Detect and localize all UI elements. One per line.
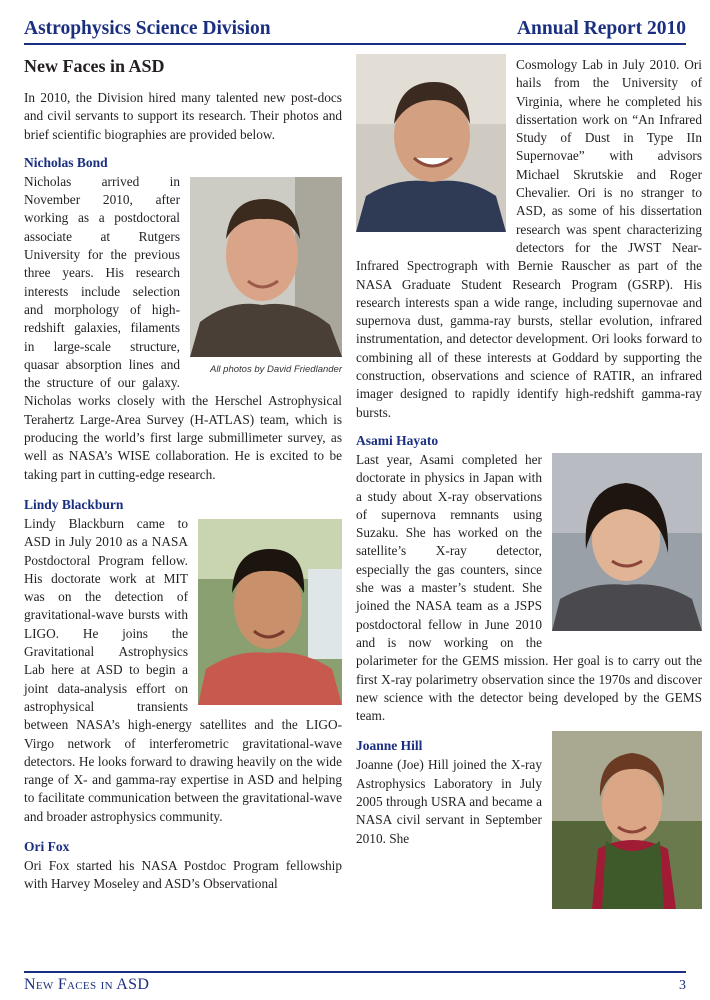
photo-lindy-blackburn bbox=[198, 519, 342, 705]
photo-credit: All photos by David Friedlander bbox=[209, 363, 342, 375]
article-title: New Faces in ASD bbox=[24, 56, 165, 76]
page-number: 3 bbox=[679, 978, 686, 993]
photo-asami-hayato-frame bbox=[552, 453, 702, 636]
person-name-asami-hayato: Asami Hayato bbox=[356, 432, 439, 448]
right-column bbox=[356, 56, 702, 916]
photo-lindy-blackburn-frame bbox=[198, 519, 342, 710]
bio-nicholas-bond: Nicholas arrived in November 2010, after working as a postdoctoral associate at Rutgers University for the previous three years. His research interests include selection and morphology of high-redshift galaxies, filaments in large-scale structure, quasar absorption lines and the structure of our galaxy. Nicholas works closely with the Herschel Astrophysical Terahertz Large-Area Survey (H-ATLAS) team, which is producing the world’s first large submillimeter survey, as well as NASA’s WISE collaboration. He is excited to be taking part in cutting-edge research. bbox=[24, 173, 342, 482]
person-name-joanne-hill: Joanne Hill bbox=[356, 738, 423, 754]
bio-joanne-hill: Joanne (Joe) Hill joined the X-ray Astrophysics Laboratory in July 2005 through USRA and became a NASA civil servant in September 2010. She bbox=[356, 757, 542, 846]
bio-asami-hayato: Last year, Asami completed her doctorate in physics in Japan with a study about X-ray observations of supernova remnants using Suzaku. She has worked on the satellite’s X-ray detector, especially the gas counters, since she was a master’s student. She joined the NASA team as a JSPS postdoctoral fellow in June 2010 and is now working on the polarimeter for the GEMS mission. Her goal is to carry out the first X-ray polarimetry observation since the 1970s and discover new science with the detector being developed by the GEMS team. bbox=[356, 451, 702, 724]
left-column bbox=[24, 56, 342, 894]
bio-ori-fox-continued: Cosmology Lab in July 2010. Ori hails from the University of Virginia, where he completed his dissertation work on “An Infrared Study of Dust in Type IIn Supernovae” with advisors Michael Skrutskie and Roger Chevalier. Ori is no stranger to ASD, as some of his dissertation research was spent characterizing detectors for the JWST Near-Infrared Spectrograph with Bernie Rauscher as part of the NASA Graduate Student Research Program (GSRP). His research interests span a wide range, including supernovae and supernova dust, gamma-ray bursts, stellar evolution, infrared instrumentation, and detector development. Ori looks forward to combining all of these interests at Goddard by supporting the construction, observations and science of RATIR, an infrared imager designed to rapidly identify high-redshift gamma-ray bursts. bbox=[356, 57, 702, 420]
photo-asami-hayato bbox=[552, 453, 702, 631]
person-name-lindy-blackburn: Lindy Blackburn bbox=[24, 496, 124, 512]
photo-ori-fox bbox=[356, 54, 506, 232]
photo-joanne-hill-frame bbox=[552, 731, 702, 914]
photo-nicholas-bond-frame bbox=[190, 177, 342, 375]
photo-joanne-hill bbox=[552, 731, 702, 909]
photo-nicholas-bond bbox=[190, 177, 342, 357]
article-intro: In 2010, the Division hired many talented new post-docs and civil servants to support its research. Their photos and brief scientific biographies are provided below. bbox=[24, 90, 342, 142]
bio-lindy-blackburn: Lindy Blackburn came to ASD in July 2010 as a NASA Postdoctoral Program fellow. His doctorate work at MIT was on the detection of gravitational-wave bursts with LIGO. He joins the Gravitational Astrophysics Lab here at ASD to begin a joint data-analysis effort on astrophysical transients between NASA’s high-energy satellites and the LIGO-Virgo network of interferometric gravitational-wave detectors. He looks forward to drawing heavily on the wide range of X- and gamma-ray expertise in ASD and helping to facilitate communication between the gravitational-wave and broader astrophysics community. bbox=[24, 515, 342, 824]
bio-ori-fox-start: Ori Fox started his NASA Postdoc Program fellowship with Harvey Moseley and ASD’s Observational bbox=[24, 857, 342, 892]
page-header bbox=[24, 18, 686, 42]
header-report-title: Annual Report 2010 bbox=[516, 18, 686, 39]
header-division-title: Astrophysics Science Division bbox=[24, 18, 271, 39]
footer-section-title: New Faces in ASD bbox=[24, 976, 150, 993]
person-name-ori-fox: Ori Fox bbox=[24, 838, 70, 854]
footer-rule bbox=[24, 971, 686, 973]
photo-ori-fox-frame bbox=[356, 54, 506, 237]
person-name-nicholas-bond: Nicholas Bond bbox=[24, 154, 108, 170]
header-rule bbox=[24, 43, 686, 45]
